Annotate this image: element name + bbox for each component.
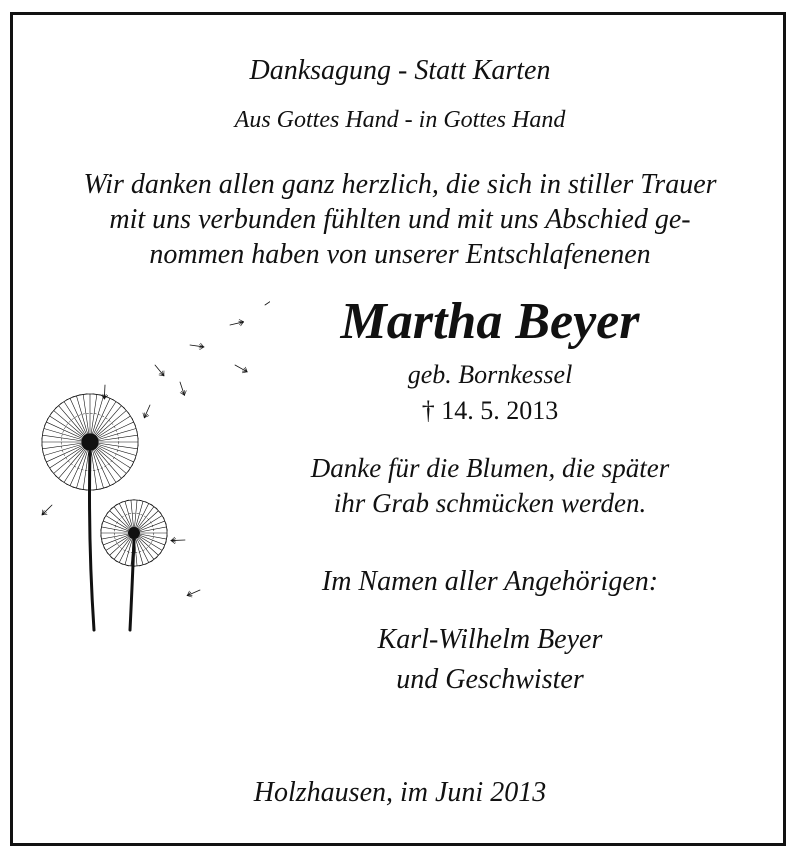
place-date: Holzhausen, im Juni 2013 — [253, 777, 547, 808]
flowers-thanks — [250, 451, 730, 521]
death-date: † 14. 5. 2013 — [421, 396, 559, 425]
signer-name: Karl-Wilhelm Beyer — [377, 624, 603, 655]
intro-line: Wir danken allen ganz herzlich, die sich in stiller Trauer — [83, 169, 717, 200]
notice-motto: Aus Gottes Hand - in Gottes Hand — [234, 107, 566, 133]
signers — [250, 620, 730, 700]
signer-family: und Geschwister — [396, 664, 584, 695]
flowers-line: ihr Grab schmücken werden. — [333, 488, 647, 518]
intro-line: mit uns verbunden fühlten und mit uns Abschied ge- — [109, 204, 691, 235]
intro-line: nommen haben von unserer Entschlafenenen — [149, 239, 651, 270]
intro-text — [0, 167, 800, 272]
on-behalf-label: Im Namen aller Angehörigen: — [321, 566, 659, 597]
deceased-name: Martha Beyer — [340, 293, 640, 350]
notice-title: Danksagung - Statt Karten — [249, 55, 551, 86]
dandelion-icon — [30, 290, 270, 640]
flowers-line: Danke für die Blumen, die später — [310, 453, 670, 483]
maiden-name: geb. Bornkessel — [407, 360, 573, 389]
